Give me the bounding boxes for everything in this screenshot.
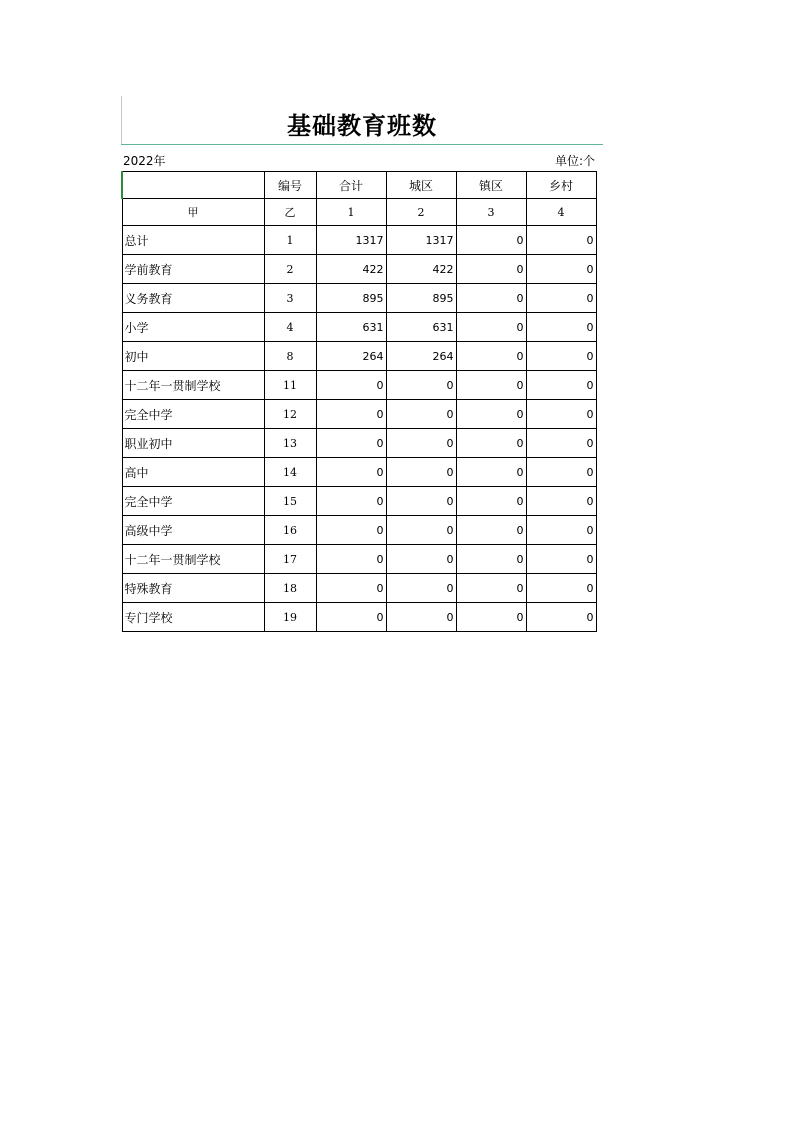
row-total-cell[interactable]: 422 (316, 255, 386, 284)
row-total-cell[interactable]: 1317 (316, 226, 386, 255)
row-name-cell[interactable]: 十二年一贯制学校 (122, 371, 264, 400)
row-number-cell[interactable]: 16 (264, 516, 316, 545)
table-row (122, 516, 596, 545)
row-urban-cell[interactable]: 0 (386, 458, 456, 487)
row-number-cell[interactable]: 17 (264, 545, 316, 574)
row-total-cell[interactable]: 0 (316, 545, 386, 574)
row-urban-cell[interactable]: 0 (386, 545, 456, 574)
header-row (122, 172, 596, 199)
row-total-cell[interactable]: 0 (316, 516, 386, 545)
header-cell-urban[interactable]: 城区 (386, 172, 456, 199)
row-rural-cell[interactable]: 0 (526, 429, 596, 458)
row-name-cell[interactable]: 完全中学 (122, 400, 264, 429)
title-underline (121, 144, 603, 145)
row-number-cell[interactable]: 1 (264, 226, 316, 255)
row-total-cell[interactable]: 0 (316, 371, 386, 400)
row-town-cell[interactable]: 0 (456, 284, 526, 313)
row-name-cell[interactable]: 专门学校 (122, 603, 264, 632)
row-name-cell[interactable]: 总计 (122, 226, 264, 255)
row-number-cell[interactable]: 13 (264, 429, 316, 458)
row-total-cell[interactable]: 264 (316, 342, 386, 371)
row-name-cell[interactable]: 义务教育 (122, 284, 264, 313)
page-title: 基础教育班数 (287, 111, 437, 140)
row-town-cell[interactable]: 0 (456, 226, 526, 255)
row-rural-cell[interactable]: 0 (526, 516, 596, 545)
table-row (122, 429, 596, 458)
header-cell-number[interactable]: 编号 (264, 172, 316, 199)
row-urban-cell[interactable]: 0 (386, 371, 456, 400)
row-rural-cell[interactable]: 0 (526, 400, 596, 429)
header-cell-rural[interactable]: 乡村 (526, 172, 596, 199)
header-cell-town[interactable]: 镇区 (456, 172, 526, 199)
row-number-cell[interactable]: 3 (264, 284, 316, 313)
row-number-cell[interactable]: 8 (264, 342, 316, 371)
row-urban-cell[interactable]: 422 (386, 255, 456, 284)
row-name-cell[interactable]: 特殊教育 (122, 574, 264, 603)
row-number-cell[interactable]: 12 (264, 400, 316, 429)
row-total-cell[interactable]: 0 (316, 487, 386, 516)
row-number-cell[interactable]: 14 (264, 458, 316, 487)
row-name-cell[interactable]: 初中 (122, 342, 264, 371)
code-cell[interactable]: 1 (316, 199, 386, 226)
row-town-cell[interactable]: 0 (456, 342, 526, 371)
row-urban-cell[interactable]: 0 (386, 429, 456, 458)
code-cell[interactable]: 3 (456, 199, 526, 226)
row-town-cell[interactable]: 0 (456, 255, 526, 284)
row-rural-cell[interactable]: 0 (526, 371, 596, 400)
row-rural-cell[interactable]: 0 (526, 342, 596, 371)
row-urban-cell[interactable]: 895 (386, 284, 456, 313)
row-rural-cell[interactable]: 0 (526, 284, 596, 313)
row-town-cell[interactable]: 0 (456, 429, 526, 458)
row-town-cell[interactable]: 0 (456, 313, 526, 342)
year-label: 2022年 (123, 154, 166, 168)
row-number-cell[interactable]: 2 (264, 255, 316, 284)
row-total-cell[interactable]: 0 (316, 603, 386, 632)
row-town-cell[interactable]: 0 (456, 516, 526, 545)
row-urban-cell[interactable]: 0 (386, 603, 456, 632)
header-cell-blank[interactable] (122, 172, 264, 199)
row-rural-cell[interactable]: 0 (526, 313, 596, 342)
table-row (122, 255, 596, 284)
row-urban-cell[interactable]: 264 (386, 342, 456, 371)
row-town-cell[interactable]: 0 (456, 458, 526, 487)
row-number-cell[interactable]: 4 (264, 313, 316, 342)
row-urban-cell[interactable]: 0 (386, 487, 456, 516)
code-cell[interactable]: 甲 (122, 199, 264, 226)
row-name-cell[interactable]: 完全中学 (122, 487, 264, 516)
table-row (122, 284, 596, 313)
table-row (122, 313, 596, 342)
row-total-cell[interactable]: 0 (316, 458, 386, 487)
row-rural-cell[interactable]: 0 (526, 226, 596, 255)
table-row (122, 400, 596, 429)
row-total-cell[interactable]: 0 (316, 429, 386, 458)
row-total-cell[interactable]: 0 (316, 574, 386, 603)
row-total-cell[interactable]: 895 (316, 284, 386, 313)
row-urban-cell[interactable]: 0 (386, 516, 456, 545)
row-name-cell[interactable]: 学前教育 (122, 255, 264, 284)
row-town-cell[interactable]: 0 (456, 545, 526, 574)
row-name-cell[interactable]: 职业初中 (122, 429, 264, 458)
code-cell[interactable]: 乙 (264, 199, 316, 226)
row-rural-cell[interactable]: 0 (526, 458, 596, 487)
code-cell[interactable]: 2 (386, 199, 456, 226)
row-number-cell[interactable]: 19 (264, 603, 316, 632)
row-rural-cell[interactable]: 0 (526, 255, 596, 284)
table-row (122, 458, 596, 487)
row-total-cell[interactable]: 0 (316, 400, 386, 429)
header-cell-total[interactable]: 合计 (316, 172, 386, 199)
table-row (122, 545, 596, 574)
row-urban-cell[interactable]: 0 (386, 574, 456, 603)
table-row (122, 226, 596, 255)
table-row (122, 603, 596, 632)
code-cell[interactable]: 4 (526, 199, 596, 226)
row-number-cell[interactable]: 18 (264, 574, 316, 603)
row-total-cell[interactable]: 631 (316, 313, 386, 342)
table-row (122, 487, 596, 516)
row-number-cell[interactable]: 11 (264, 371, 316, 400)
row-name-cell[interactable]: 高中 (122, 458, 264, 487)
row-urban-cell[interactable]: 631 (386, 313, 456, 342)
row-town-cell[interactable]: 0 (456, 487, 526, 516)
row-rural-cell[interactable]: 0 (526, 574, 596, 603)
row-name-cell[interactable]: 高级中学 (122, 516, 264, 545)
unit-label: 单位:个 (554, 154, 595, 168)
table-row (122, 371, 596, 400)
row-name-cell[interactable]: 小学 (122, 313, 264, 342)
row-urban-cell[interactable]: 0 (386, 400, 456, 429)
row-town-cell[interactable]: 0 (456, 371, 526, 400)
table-row (122, 574, 596, 603)
row-town-cell[interactable]: 0 (456, 400, 526, 429)
row-town-cell[interactable]: 0 (456, 574, 526, 603)
table-row (122, 342, 596, 371)
row-urban-cell[interactable]: 1317 (386, 226, 456, 255)
row-rural-cell[interactable]: 0 (526, 603, 596, 632)
row-town-cell[interactable]: 0 (456, 603, 526, 632)
row-rural-cell[interactable]: 0 (526, 487, 596, 516)
code-row (122, 199, 596, 226)
row-number-cell[interactable]: 15 (264, 487, 316, 516)
row-rural-cell[interactable]: 0 (526, 545, 596, 574)
row-name-cell[interactable]: 十二年一贯制学校 (122, 545, 264, 574)
data-table (121, 171, 597, 632)
